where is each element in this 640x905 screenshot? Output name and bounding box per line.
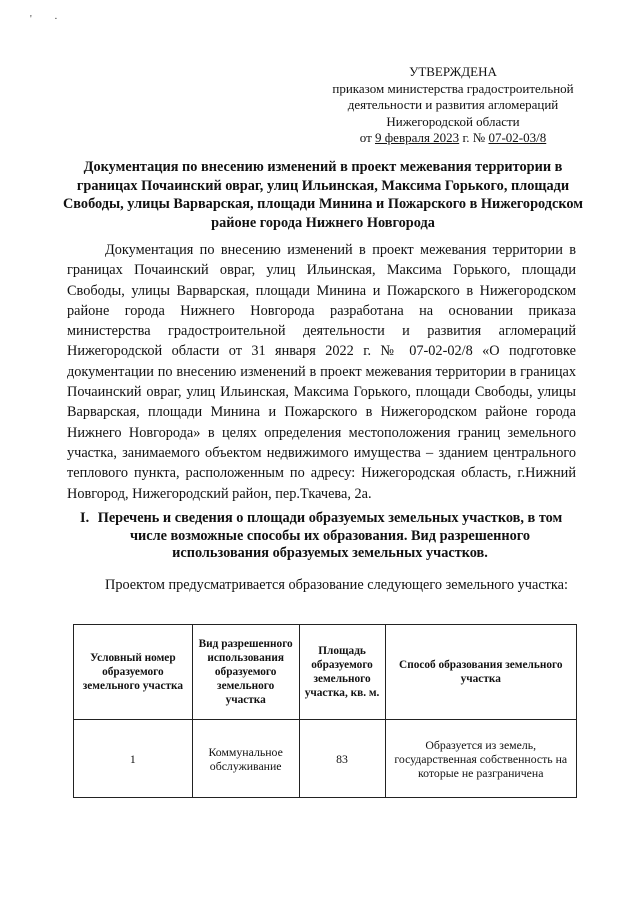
approval-date-line — [318, 130, 588, 147]
section-number: I. — [80, 510, 90, 526]
cell-area: 83 — [299, 720, 385, 798]
approval-date-mid: г. № — [459, 130, 489, 145]
approval-number: 07-02-03/8 — [488, 130, 547, 145]
approval-date-prefix: от — [359, 130, 375, 145]
approval-line-1: приказом министерства градостроительной — [332, 80, 574, 96]
approval-line-3: Нижегородской области — [386, 113, 520, 129]
project-text: Проектом предусматривается образование следующего земельного участка: — [105, 577, 568, 593]
intro-paragraph: Документация по внесению изменений в проект межевания территории в границах Почаинский овраг, улиц Ильинская, Максима Горького, площади Свободы, улицы Варварская, площади Минина и Пожарского в Нижегородском районе города Нижнего Новгорода разработана на основании приказа министерства градостроительной деятельности и развития агломераций Нижегородской области от 31 января 2022 г. № 07-02-02/8 «О подготовке документации по внесению изменений в проект межевания территории в границах Почаинский овраг, улиц Ильинская, Максима Горького, площади Свободы, улицы Варварская, площади Минина и Пожарского в Нижегородском районе города Нижнего Новгорода» в целях определения местоположения границ земельного участка, занимаемого объектом недвижимого имущества – зданием центрального теплового пункта, расположенным по адресу: Нижегородская область, г.Нижний Новгород, Нижегородский район, пер.Ткачева, 2а. — [67, 242, 576, 502]
header-formation-method: Способ образования земельного участка — [385, 625, 576, 720]
approval-stamp — [318, 64, 588, 147]
cell-formation-method: Образуется из земель, государственная собственность на которые не разграничена — [385, 720, 576, 798]
approval-date: 9 февраля 2023 — [375, 130, 460, 145]
scan-marks: ' · — [30, 14, 68, 25]
section-title: Перечень и сведения о площади образуемых земельных участков, в том числе возможные способы их образования. Вид разрешенного использования образуемых земельных участков. — [97, 510, 563, 561]
table-row — [74, 720, 577, 798]
header-area: Площадь образуемого земельного участка, кв. м. — [299, 625, 385, 720]
cell-parcel-number: 1 — [74, 720, 193, 798]
approval-heading: УТВЕРЖДЕНА — [409, 64, 497, 79]
header-parcel-number: Условный номер образуемого земельного участка — [74, 625, 193, 720]
table-header-row — [74, 625, 577, 720]
header-permitted-use: Вид разрешенного использования образуемого земельного участка — [192, 625, 299, 720]
document-title: Документация по внесению изменений в проект межевания территории в границах Почаинский овраг, улиц Ильинская, Максима Горького, площади Свободы, улицы Варварская, площади Минина и Пожарского в Нижегородском районе города Нижнего Новгорода — [62, 159, 584, 231]
approval-line-2: деятельности и развития агломераций — [347, 97, 559, 112]
parcels-table — [73, 624, 577, 798]
section-heading — [80, 510, 580, 563]
cell-permitted-use: Коммунальное обслуживание — [192, 720, 299, 798]
